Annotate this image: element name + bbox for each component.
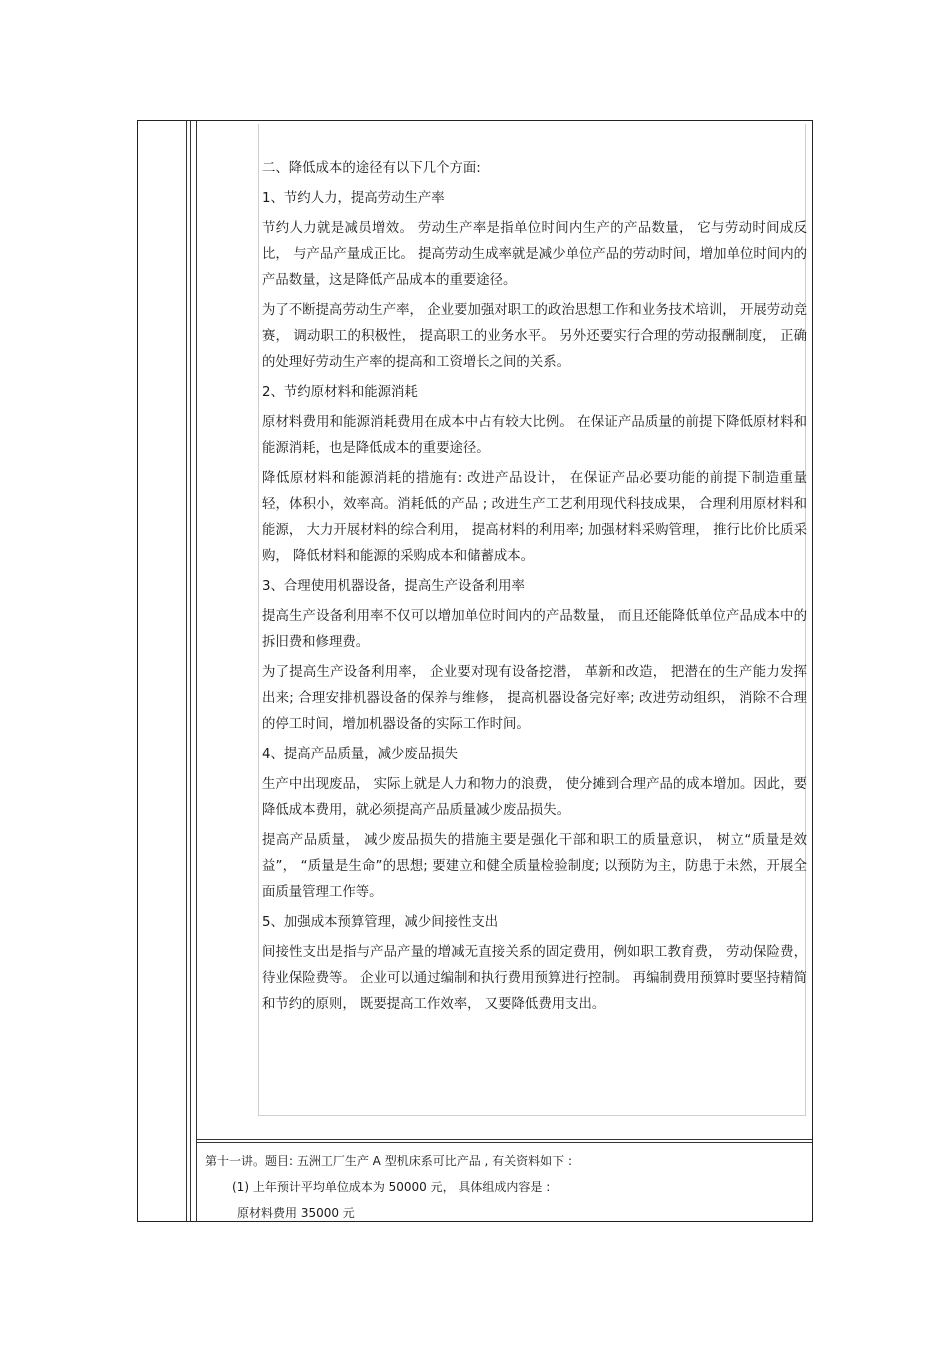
paragraph: 提高产品质量， 减少废品损失的措施主要是强化干部和职工的质量意识， 树立“质量是效益”， “质量是生命”的思想; 要建立和健全质量检验制度; 以预防为主，防患于未然，开展全面质量管理工作等。 xyxy=(262,833,807,900)
item-title: 4、提高产品质量，减少废品损失 xyxy=(262,747,458,762)
lecture-line: (1) 上年预计平均单位成本为 50000 元， 具体组成内容是 : xyxy=(232,1180,551,1194)
lecture-title: 第十一讲。题目: 五洲工厂生产 A 型机床系可比产品 , 有关资料如下 : xyxy=(205,1154,572,1168)
paragraph: 生产中出现废品， 实际上就是人力和物力的浪费， 使分摊到合理产品的成本增加。因此，要降低成本费用，就必须提高产品质量减少废品损失。 xyxy=(262,777,807,818)
paragraph: 原材料费用和能源消耗费用在成本中占有较大比例。 在保证产品质量的前提下降低原材料和能源消耗，也是降低成本的重要途径。 xyxy=(262,415,807,456)
paragraph: 降低原材料和能源消耗的措施有: 改进产品设计， 在保证产品必要功能的前提下制造重量轻，体积小，效率高。消耗低的产品 ; 改进生产工艺利用现代科技成果， 合理利用原材料和能源， 大力开展材料的综合利用， 提高材料的利用率; 加强材料采购管理， 推行比价比质采购， 降低材料和能源的采购成本和储蓄成本。 xyxy=(262,471,807,564)
paragraph: 提高生产设备利用率不仅可以增加单位时间内的产品数量， 而且还能降低单位产品成本中的拆旧费和修理费。 xyxy=(262,609,807,650)
table-column-divider xyxy=(196,121,197,1221)
paragraph: 间接性支出是指与产品产量的增减无直接关系的固定费用，例如职工教育费， 劳动保险费， 待业保险费等。 企业可以通过编制和执行费用预算进行控制。 再编制费用预算时要坚持精简和节约的原则， 既要提高工作效率， 又要降低费用支出。 xyxy=(262,945,807,1012)
table-column-divider xyxy=(186,121,187,1221)
item-title: 1、节约人力，提高劳动生产率 xyxy=(262,191,445,206)
lecture-line: 原材料费用 35000 元 xyxy=(237,1206,355,1220)
section-content xyxy=(262,156,807,1022)
lecture-section xyxy=(205,1148,805,1226)
item-title: 5、加强成本预算管理，减少间接性支出 xyxy=(262,915,499,930)
section-heading: 二、降低成本的途径有以下几个方面: xyxy=(262,161,481,176)
item-title: 2、节约原材料和能源消耗 xyxy=(262,385,418,400)
table-row-divider xyxy=(196,1139,812,1140)
paragraph: 为了提高生产设备利用率， 企业要对现有设备挖潜， 革新和改造， 把潜在的生产能力发挥出来; 合理安排机器设备的保养与维修， 提高机器设备完好率; 改进劳动组织， 消除不合理的停工时间，增加机器设备的实际工作时间。 xyxy=(262,665,807,732)
paragraph: 节约人力就是减员增效。 劳动生产率是指单位时间内生产的产品数量， 它与劳动时间成反比， 与产品产量成正比。 提高劳动生成率就是减少单位产品的劳动时间，增加单位时间内的产品数量，这是降低产品成本的重要途径。 xyxy=(262,221,807,288)
item-title: 3、合理使用机器设备，提高生产设备利用率 xyxy=(262,579,525,594)
paragraph: 为了不断提高劳动生产率， 企业要加强对职工的政治思想工作和业务技术培训， 开展劳动竞赛， 调动职工的积极性， 提高职工的业务水平。 另外还要实行合理的劳动报酬制度， 正确的处理好劳动生产率的提高和工资增长之间的关系。 xyxy=(262,303,807,370)
table-column-divider xyxy=(190,121,191,1221)
table-row-divider xyxy=(196,1142,812,1143)
